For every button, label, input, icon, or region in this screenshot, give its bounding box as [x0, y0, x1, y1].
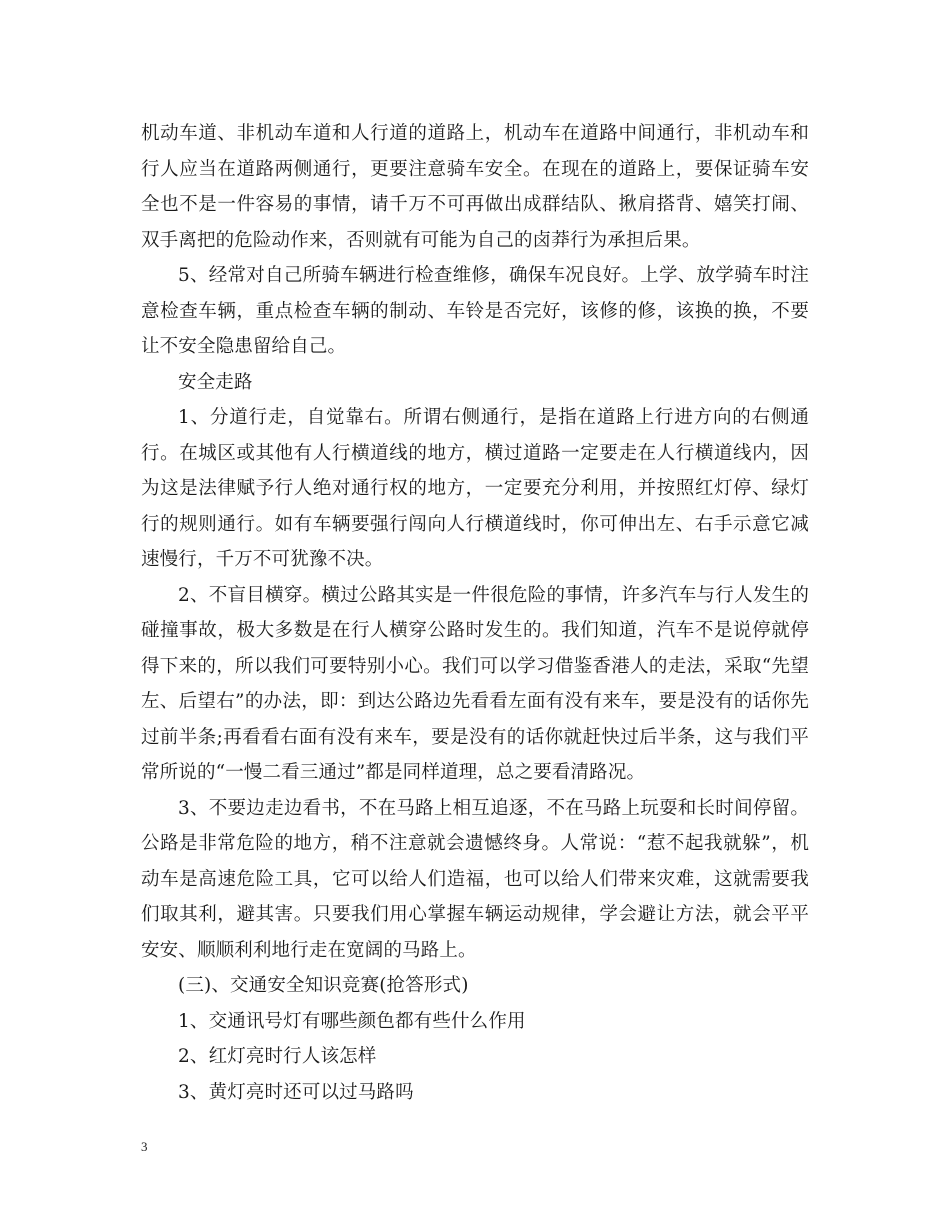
document-body	[141, 116, 809, 1110]
section-heading-quiz: (三)、交通安全知识竞赛(抢答形式)	[178, 975, 469, 996]
section-heading-safe-walking: 安全走路	[178, 371, 253, 393]
quiz-question-2: 2、红灯亮时行人该怎样	[178, 1046, 377, 1067]
paragraph-cycling-lanes: 机动车道、非机动车道和人行道的道路上，机动车在道路中间通行，非机动车和行人应当在道路两侧通行，更要注意骑车安全。在现在的道路上，要保证骑车安全也不是一件容易的事情，请千万不可再做出成群结队、揪肩搭背、嬉笑打闹、双手离把的危险动作来，否则就有可能为自己的卤莽行为承担后果。	[141, 123, 809, 251]
quiz-question-3: 3、黄灯亮时还可以过马路吗	[178, 1081, 414, 1103]
page-number: 3	[141, 1139, 148, 1154]
paragraph-no-blind-crossing: 2、不盲目横穿。横过公路其实是一件很危险的事情，许多汽车与行人发生的碰撞事故，极大多数是在行人横穿公路时发生的。我们知道，汽车不是说停就停得下来的，所以我们可要特别小心。我们可以学习借鉴香港人的走法，采取“先望左、后望右”的办法，即：到达公路边先看看左面有没有来车，要是没有的话你先过前半条;再看看右面有没有来车，要是没有的话你就赶快过后半条，这与我们平常所说的“一慢二看三通过”都是同样道理，总之要看清路况。	[141, 584, 809, 783]
paragraph-vehicle-check: 5、经常对自己所骑车辆进行检查维修，确保车况良好。上学、放学骑车时注意检查车辆，重点检查车辆的制动、车铃是否完好，该修的修，该换的换，不要让不安全隐患留给自己。	[141, 265, 809, 357]
quiz-question-1: 1、交通讯号灯有哪些颜色都有些什么作用	[178, 1010, 526, 1032]
paragraph-no-reading-walking: 3、不要边走边看书，不在马路上相互追逐，不在马路上玩耍和长时间停留。公路是非常危险的地方，稍不注意就会遗憾终身。人常说：“惹不起我就躲”，机动车是高速危险工具，它可以给人们造福，也可以给人们带来灾难，这就需要我们取其利，避其害。只要我们用心掌握车辆运动规律，学会避让方法，就会平平安安、顺顺利利地行走在宽阔的马路上。	[141, 797, 809, 961]
paragraph-keep-right: 1、分道行走，自觉靠右。所谓右侧通行，是指在道路上行进方向的右侧通行。在城区或其他有人行横道线的地方，横过道路一定要走在人行横道线内，因为这是法律赋予行人绝对通行权的地方，一定要充分利用，并按照红灯停、绿灯行的规则通行。如有车辆要强行闯向人行横道线时，你可伸出左、右手示意它减速慢行，千万不可犹豫不决。	[141, 407, 809, 570]
